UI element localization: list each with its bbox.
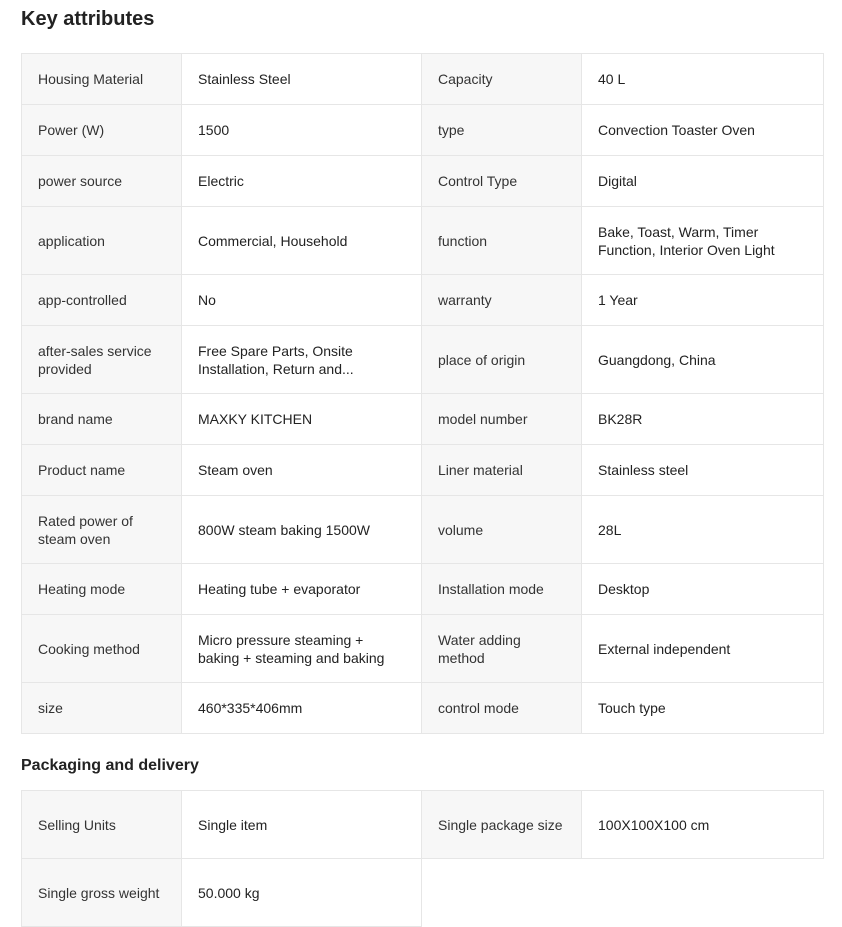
attribute-value: 40 L: [582, 54, 824, 105]
packaging-title: Packaging and delivery: [21, 757, 199, 774]
attribute-value: MAXKY KITCHEN: [182, 394, 422, 445]
attribute-value: Desktop: [582, 564, 824, 615]
packaging-table: [21, 790, 824, 927]
table-row: [22, 207, 824, 275]
attribute-label: function: [422, 207, 582, 275]
empty-cell: [422, 859, 582, 927]
attribute-value: Bake, Toast, Warm, Timer Function, Interior Oven Light: [582, 207, 824, 275]
table-row: [22, 156, 824, 207]
attribute-value: Single item: [182, 791, 422, 859]
attribute-value: [182, 326, 422, 394]
attribute-label: Selling Units: [22, 791, 182, 859]
table-row: [22, 615, 824, 683]
attribute-label: after-sales service provided: [22, 326, 182, 394]
attribute-label: Product name: [22, 445, 182, 496]
attribute-label: Liner material: [422, 445, 582, 496]
attribute-label: application: [22, 207, 182, 275]
attribute-value: Micro pressure steaming + baking + steaming and baking: [182, 615, 422, 683]
attribute-label: Control Type: [422, 156, 582, 207]
attribute-value: Heating tube + evaporator: [182, 564, 422, 615]
attribute-label: Housing Material: [22, 54, 182, 105]
attribute-value: Commercial, Household: [182, 207, 422, 275]
attribute-value: Touch type: [582, 683, 824, 734]
attribute-label: Single gross weight: [22, 859, 182, 927]
attribute-label: Single package size: [422, 791, 582, 859]
table-row: [22, 496, 824, 564]
attribute-label: Water adding method: [422, 615, 582, 683]
attribute-value: Stainless Steel: [182, 54, 422, 105]
attribute-label: app-controlled: [22, 275, 182, 326]
attribute-value: Digital: [582, 156, 824, 207]
attribute-label: warranty: [422, 275, 582, 326]
table-row: [22, 445, 824, 496]
attribute-label: model number: [422, 394, 582, 445]
table-row: [22, 394, 824, 445]
attribute-label: Cooking method: [22, 615, 182, 683]
key-attributes-table: [21, 53, 824, 734]
table-row: [22, 326, 824, 394]
attribute-value: Convection Toaster Oven: [582, 105, 824, 156]
attribute-value: 50.000 kg: [182, 859, 422, 927]
attribute-label: type: [422, 105, 582, 156]
attribute-label: Power (W): [22, 105, 182, 156]
table-row: [22, 54, 824, 105]
key-attributes-title: Key attributes: [21, 8, 155, 30]
attribute-label: control mode: [422, 683, 582, 734]
attribute-label: Heating mode: [22, 564, 182, 615]
attribute-value: 28L: [582, 496, 824, 564]
attribute-label: Installation mode: [422, 564, 582, 615]
attribute-value-text: Free Spare Parts, Onsite Installation, Return and...: [198, 342, 354, 377]
empty-cell: [582, 859, 824, 927]
attribute-label: size: [22, 683, 182, 734]
table-row: [22, 105, 824, 156]
table-row: [22, 859, 824, 927]
table-row: [22, 683, 824, 734]
attribute-value: Electric: [182, 156, 422, 207]
attribute-value: Steam oven: [182, 445, 422, 496]
table-row: [22, 791, 824, 859]
attribute-value: No: [182, 275, 422, 326]
attribute-label: Rated power of steam oven: [22, 496, 182, 564]
table-row: [22, 275, 824, 326]
attribute-value: 1 Year: [582, 275, 824, 326]
attribute-label: power source: [22, 156, 182, 207]
attribute-value: 1500: [182, 105, 422, 156]
attribute-label: brand name: [22, 394, 182, 445]
attribute-value: BK28R: [582, 394, 824, 445]
attribute-value: 800W steam baking 1500W: [182, 496, 422, 564]
table-row: [22, 564, 824, 615]
attribute-label: volume: [422, 496, 582, 564]
attribute-value: Guangdong, China: [582, 326, 824, 394]
attribute-value: External independent: [582, 615, 824, 683]
attribute-value: Stainless steel: [582, 445, 824, 496]
attribute-label: Capacity: [422, 54, 582, 105]
attribute-value: 100X100X100 cm: [582, 791, 824, 859]
attribute-label: place of origin: [422, 326, 582, 394]
attribute-value: 460*335*406mm: [182, 683, 422, 734]
